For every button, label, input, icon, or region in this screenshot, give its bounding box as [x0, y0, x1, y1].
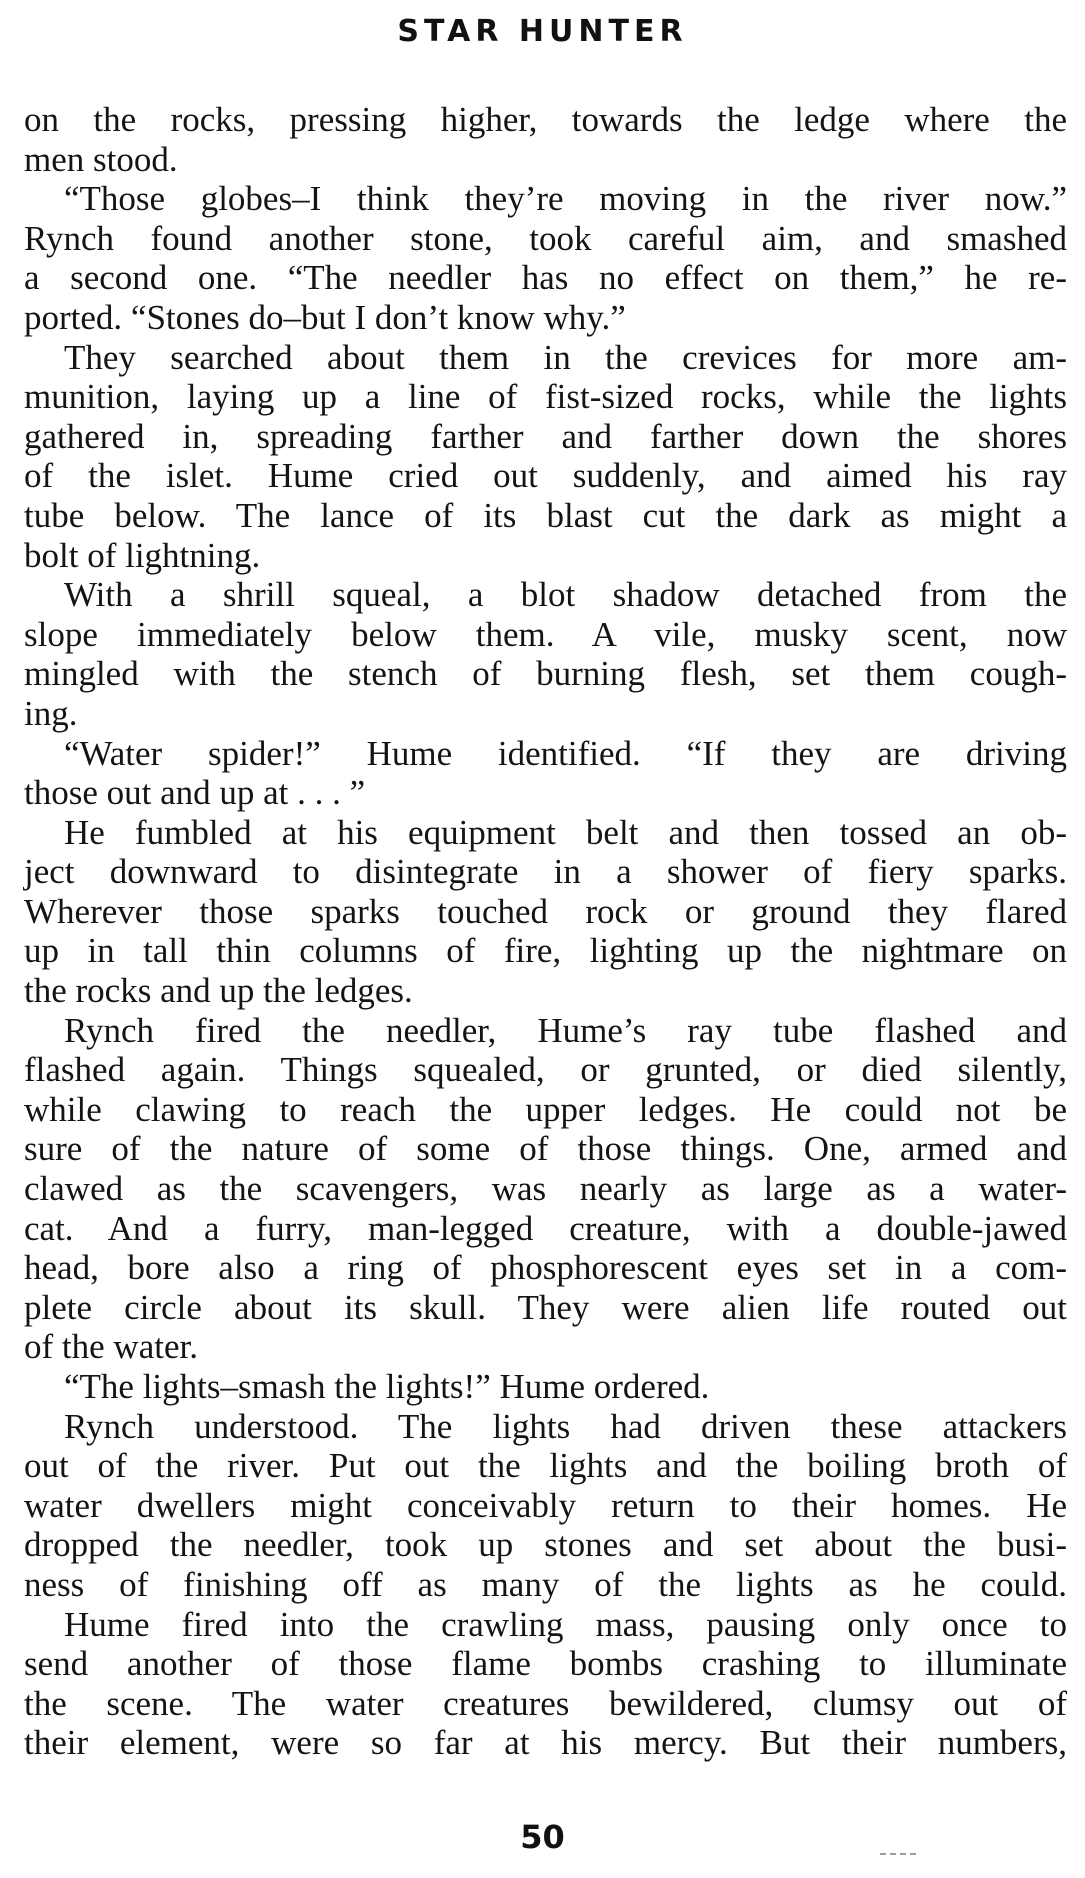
- text-line: cat. And a furry, man-legged creature, with a double-jawed: [24, 1208, 1067, 1248]
- text-line: the rocks and up the ledges.: [24, 971, 413, 1011]
- text-line: “Water spider!” Hume identified. “If they are driving: [64, 733, 1067, 773]
- text-line: dropped the needler, took up stones and set about the busi-: [24, 1525, 1067, 1565]
- text-line: He fumbled at his equipment belt and then tossed an ob-: [64, 812, 1067, 852]
- body-text: [24, 100, 1067, 1763]
- text-line: Hume fired into the crawling mass, pausing only once to: [64, 1604, 1067, 1644]
- text-line: ness of finishing off as many of the lights as he could.: [24, 1564, 1067, 1604]
- text-line: while clawing to reach the upper ledges. He could not be: [24, 1089, 1067, 1129]
- text-line: those out and up at . . . ”: [24, 773, 366, 813]
- text-line: flashed again. Things squealed, or grunted, or died silently,: [24, 1050, 1067, 1090]
- running-head: STAR HUNTER: [397, 14, 688, 49]
- text-line: Rynch fired the needler, Hume’s ray tube flashed and: [64, 1010, 1067, 1050]
- text-line: “Those globes–I think they’re moving in the river now.”: [64, 179, 1067, 219]
- text-line: tube below. The lance of its blast cut the dark as might a: [24, 495, 1067, 535]
- text-line: ing.: [24, 693, 78, 733]
- text-line: With a shrill squeal, a blot shadow detached from the: [64, 575, 1067, 615]
- text-line: ject downward to disintegrate in a shower of fiery sparks.: [24, 852, 1067, 892]
- text-line: sure of the nature of some of those things. One, armed and: [24, 1129, 1067, 1169]
- text-line: bolt of lightning.: [24, 535, 261, 575]
- text-line: of the islet. Hume cried out suddenly, and aimed his ray: [24, 456, 1067, 496]
- text-line: Wherever those sparks touched rock or ground they flared: [24, 891, 1067, 931]
- text-line: out of the river. Put out the lights and the boiling broth of: [24, 1446, 1067, 1486]
- text-line: Rynch found another stone, took careful aim, and smashed: [24, 218, 1067, 258]
- page-number: 50: [520, 1818, 565, 1856]
- text-line: “The lights–smash the lights!” Hume ordered.: [64, 1367, 710, 1406]
- margin-mark: [880, 1853, 916, 1858]
- text-line: slope immediately below them. A vile, musky scent, now: [24, 614, 1067, 654]
- text-line: a second one. “The needler has no effect on them,” he re-: [24, 258, 1067, 298]
- text-line: on the rocks, pressing higher, towards the ledge where the: [24, 100, 1067, 139]
- text-line: water dwellers might conceivably return to their homes. He: [24, 1485, 1067, 1525]
- text-line: their element, were so far at his mercy. But their numbers,: [24, 1723, 1067, 1763]
- text-line: head, bore also a ring of phosphorescent eyes set in a com-: [24, 1248, 1067, 1288]
- text-line: send another of those flame bombs crashing to illuminate: [24, 1644, 1067, 1684]
- text-line: mingled with the stench of burning flesh, set them cough-: [24, 654, 1067, 694]
- text-line: Rynch understood. The lights had driven these attackers: [64, 1406, 1067, 1446]
- text-line: plete circle about its skull. They were alien life routed out: [24, 1287, 1067, 1327]
- text-line: the scene. The water creatures bewildered, clumsy out of: [24, 1683, 1067, 1723]
- text-line: up in tall thin columns of fire, lighting up the nightmare on: [24, 931, 1067, 971]
- text-line: clawed as the scavengers, was nearly as large as a water-: [24, 1169, 1067, 1209]
- text-line: men stood.: [24, 139, 178, 179]
- text-line: gathered in, spreading farther and farther down the shores: [24, 416, 1067, 456]
- text-line: munition, laying up a line of fist-sized rocks, while the lights: [24, 377, 1067, 417]
- text-line: of the water.: [24, 1327, 198, 1367]
- text-line: They searched about them in the crevices for more am-: [64, 337, 1067, 377]
- text-line: ported. “Stones do–but I don’t know why.”: [24, 297, 626, 337]
